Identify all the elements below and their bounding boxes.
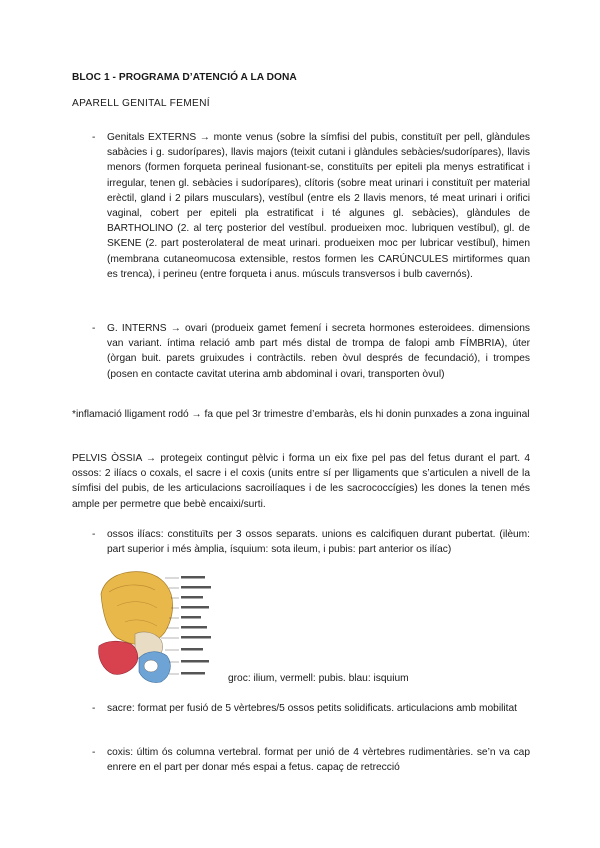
bullet-dash: - (92, 132, 96, 143)
section-heading: APARELL GENITAL FEMENÍ (72, 98, 210, 109)
bullet-dash: - (92, 703, 96, 714)
pelvis-bone-svg (95, 566, 230, 686)
bullet-dash: - (92, 529, 96, 540)
list-item-text: ossos ilíacs: constituïts per 3 ossos separats. unions es calcifiquen durant pubertat. (ilèum: part superior i més àmplia, ísquium: sota ileum, i pubis: part anterior os ilíac) (107, 529, 530, 556)
bullet-dash: - (92, 747, 96, 758)
list-item-sacre (92, 701, 530, 716)
pubis-shape (99, 641, 138, 674)
list-item-coxis (92, 745, 530, 775)
document-title: BLOC 1 - PROGRAMA D’ATENCIÓ A LA DONA (72, 72, 297, 83)
list-item-text: sacre: format per fusió de 5 vèrtebres/5 ossos petits solidificats. articulacions amb mobilitat (107, 703, 517, 714)
pelvis-bone-illustration (95, 566, 230, 686)
list-item-ossos-iliacs (92, 527, 530, 557)
paragraph-pelvis: PELVIS ÒSSIA → protegeix contingut pèlvic i forma un eix fixe pel pas del fetus durant el part. 4 ossos: 2 ilíacs o coxals, el sacre i el coxis (units entre sí per lligaments que s’articulen a nivell de la símfisi del pubis, de les articulacions sacroilíaques i de les sacrococcígies) les dones la tenen més ample per permetre que bebè encaixi/surti. (72, 453, 530, 510)
figure-caption: groc: ilium, vermell: pubis. blau: isquium (228, 673, 409, 684)
paragraph-inflamacio: *inflamació lligament rodó → fa que pel 3r trimestre d’embaràs, els hi donin punxades a zona inguinal (72, 409, 530, 420)
list-item-genitals-interns (92, 321, 530, 382)
bullet-dash: - (92, 323, 96, 334)
list-item-text: Genitals EXTERNS → monte venus (sobre la símfisi del pubis, constituït per pell, glàndules sabàcies i g. sudorípares), llavis majors (teixit cutani i glàndules sebàcies/sudorípares), llavis menors (formen forqueta perineal fusionant-se, constituïts per epiteli pla menys estratificat i irregular, tenen gl. sebàcies i sudorípares), clítoris (sobre meat urinari i constituït per material erèctil, gland i 2 pilars musculars), vestíbul (entre els 2 llavis menors, té meat urinari i orifici vaginal, cobert per epiteli pla estratificat i té algunes gl. sebàcies), glàndules de BARTHOLINO (2. al terç posterior del vestíbul. produeixen moc. lubriquen vestíbul), gl. de SKENE (2. part posterolateral de meat urinari. produeixen moc per lubricar vestíbul), himen (membrana cutaneomucosa extensible, restos formen les CARÚNCULES mirtiformes quan es trenca), i perineu (entre forqueta i anus. músculs transversos i bulb cavernós). (107, 132, 530, 280)
list-item-text: G. INTERNS → ovari (produeix gamet femení i secreta hormones esteroidees. dimensions van variant. íntima relació amb part més distal de trompa de falopi amb FÍMBRIA), úter (òrgan buit. parets gruixudes i contràctils. reben òvul després de fecundació), i trompes (posen en contacte cavitat uterina amb abdominal i ovari, transporten òvul) (107, 323, 530, 380)
list-item-genitals-externs (92, 130, 530, 282)
list-item-text: coxis: últim ós columna vertebral. format per unió de 4 vèrtebres rudimentàries. se’n va cap enrere en el part per donar més espai a fetus. capaç de retrecció (107, 747, 530, 774)
